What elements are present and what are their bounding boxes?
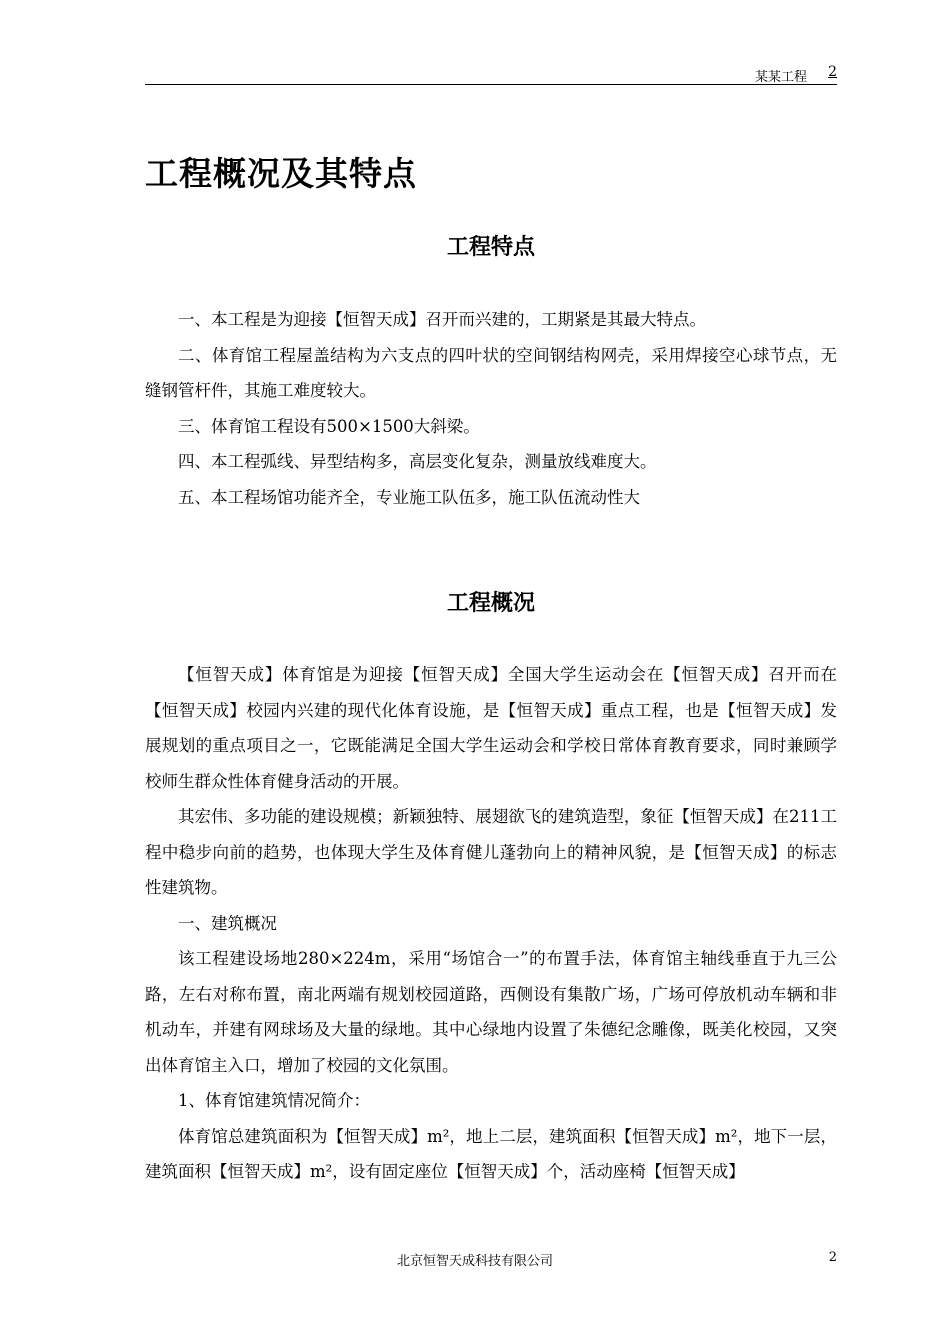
section-heading-features: 工程特点 [446, 235, 535, 260]
overview-paragraph: 1、体育馆建筑情况简介： [178, 1091, 370, 1110]
overview-paragraph: 【恒智天成】体育馆是为迎接【恒智天成】全国大学生运动会在【恒智天成】召开而在【恒智天成】校园内兴建的现代化体育设施，是【恒智天成】重点工程，也是【恒智天成】发展规划的重点项目之一，它既能满足全国大学生运动会和学校日常体育教育要求，同时兼顾学校师生群众性体育健身活动的开展。 [145, 665, 837, 791]
feature-item: 五、本工程场馆功能齐全，专业施工队伍多，施工队伍流动性大 [178, 487, 640, 507]
page-header [145, 66, 837, 85]
overview-text [145, 657, 837, 1190]
feature-item: 一、本工程是为迎接【恒智天成】召开而兴建的，工期紧是其最大特点。 [178, 310, 706, 329]
header-page-number: 2 [828, 64, 837, 80]
overview-paragraph: 体育馆总建筑面积为【恒智天成】m²，地上二层，建筑面积【恒智天成】m²，地下一层，建筑面积【恒智天成】m²，设有固定座位【恒智天成】个，活动座椅【恒智天成】 [145, 1126, 837, 1181]
feature-item: 四、本工程弧线、异型结构多，高层变化复杂，测量放线难度大。 [178, 452, 657, 471]
page-title: 工程概况及其特点 [145, 154, 417, 193]
section-heading-overview: 工程概况 [446, 591, 535, 616]
footer-company: 北京恒智天成科技有限公司 [396, 1254, 553, 1269]
footer-page-number: 2 [828, 1250, 837, 1265]
overview-paragraph: 其宏伟、多功能的建设规模；新颖独特、展翅欲飞的建筑造型，象征【恒智天成】在211工程中稳步向前的趋势，也体现大学生及体育健儿蓬勃向上的精神风貌，是【恒智天成】的标志性建筑物。 [145, 807, 837, 897]
header-title: 某某工程 [754, 70, 807, 85]
feature-item: 二、体育馆工程屋盖结构为六支点的四叶状的空间钢结构网壳，采用焊接空心球节点，无缝钢管杆件，其施工难度较大。 [145, 345, 837, 400]
overview-paragraph: 该工程建设场地280×224m，采用“场馆合一”的布置手法，体育馆主轴线垂直于九三公路，左右对称布置，南北两端有规划校园道路，西侧设有集散广场，广场可停放机动车辆和非机动车，并建有网球场及大量的绿地。其中心绿地内设置了朱德纪念雕像，既美化校园，又突出体育馆主入口，增加了校园的文化氛围。 [145, 949, 837, 1075]
feature-item: 三、体育馆工程设有500×1500大斜梁。 [178, 416, 480, 436]
overview-paragraph: 一、建筑概况 [178, 913, 277, 933]
features-list [145, 302, 837, 515]
